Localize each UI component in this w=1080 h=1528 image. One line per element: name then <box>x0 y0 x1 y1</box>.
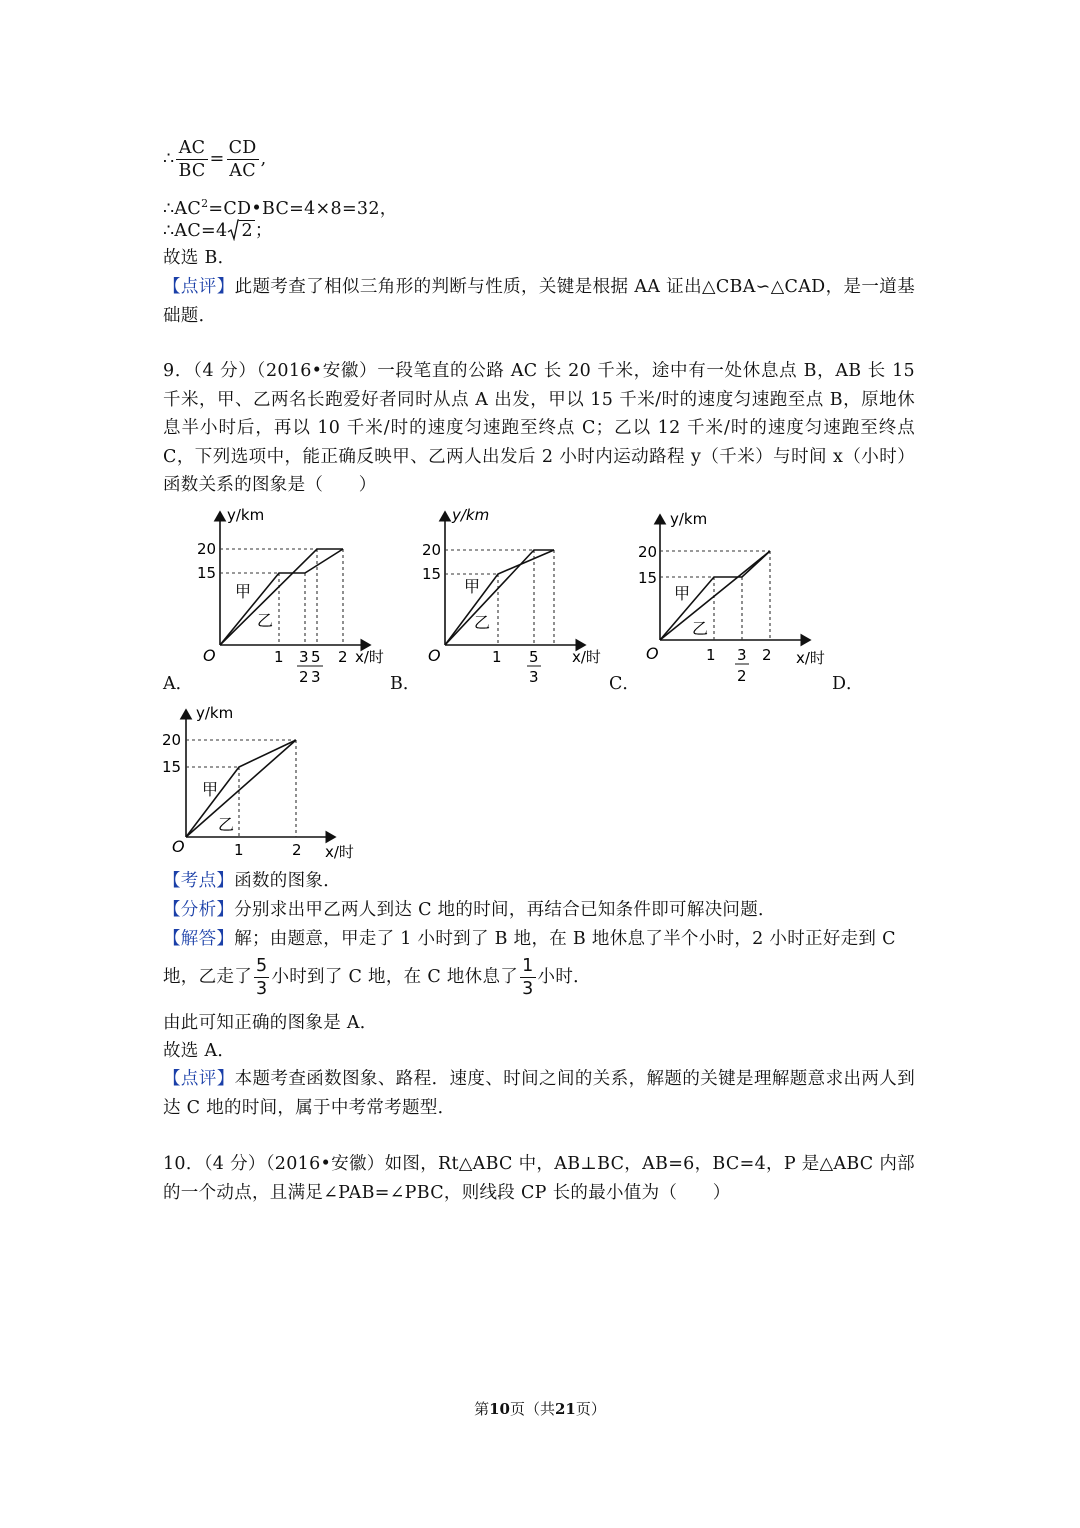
option-d-label[interactable]: D． <box>832 674 864 694</box>
origin-label: O <box>172 837 185 856</box>
x-axis-label: x/时 <box>325 843 354 861</box>
x-axis-label: x/时 <box>355 648 384 666</box>
tick-5-3-num: 5 <box>311 648 321 666</box>
tick-20: 20 <box>197 540 217 558</box>
fraction-1-3: $\frac{1}{3}$ <box>522 956 534 999</box>
graph-option-a <box>195 500 395 695</box>
origin-label: O <box>428 646 441 665</box>
tick-3-2-num: 3 <box>737 646 747 664</box>
page-footer: 第10页（共21页） <box>474 1400 606 1418</box>
label-yi: 乙 <box>692 619 709 638</box>
question-9: 9．（4 分）（2016•安徽）一段笔直的公路 AC 长 20 千米，途中有一处休息点 B，AB 长 15 千米，甲、乙两名长跑爱好者同时从点 A 出发，甲以 15 千米/时的速度匀速跑至点 B，原地休息半小时后，再以 10 千米/时的速度匀速跑至终点 C；乙以 12 千米/时的速度匀速跑至终点 C，下列选项中，能正确反映甲、乙两人出发后 2 小时内运动路程 y（千米）与时间 x（小时）函数关系的图象是（ ） <box>163 361 915 496</box>
tick-1: 1 <box>234 841 244 859</box>
question-10: 10．（4 分）（2016•安徽）如图，Rt△ABC 中，AB⊥BC，AB=6，BC=4，P 是△ABC 内部的一个动点，且满足∠PAB=∠PBC，则线段 CP 长的最小值为（ ） <box>163 1154 915 1203</box>
therefore-symbol: ∴ <box>163 149 175 169</box>
label-jia: 甲 <box>674 584 691 603</box>
tick-2: 2 <box>762 646 772 664</box>
tick-15: 15 <box>162 758 182 776</box>
graph-option-d <box>160 700 370 865</box>
proof-choice: 故选 B． <box>163 248 236 268</box>
tick-1: 1 <box>274 648 284 666</box>
choice-line: 故选 A． <box>163 1041 236 1061</box>
kaodian-line: 【考点】函数的图象． <box>163 871 342 891</box>
tick-20: 20 <box>638 543 658 561</box>
label-jia: 甲 <box>202 780 219 799</box>
label-yi: 乙 <box>218 815 235 834</box>
kaodian-tag: 【考点】 <box>163 871 235 891</box>
fenxi-line: 【分析】分别求出甲乙两人到达 C 地的时间，再结合已知条件即可解决问题． <box>163 900 776 920</box>
tick-1: 1 <box>492 648 502 666</box>
x-axis-label: x/时 <box>572 648 601 666</box>
conclusion-line: 由此可知正确的图象是 A． <box>163 1013 378 1033</box>
tick-5-3-den: 3 <box>529 668 539 686</box>
tick-2: 2 <box>292 841 302 859</box>
tick-2: 2 <box>338 648 348 666</box>
label-jia: 甲 <box>235 582 252 601</box>
proof-ac-squared-line: $\therefore AC^2=CD•BC=4\times 8=32$， <box>163 197 398 219</box>
jieda-tag: 【解答】 <box>163 929 235 949</box>
line-jia <box>445 550 554 645</box>
tick-3-2-num: 3 <box>299 648 309 666</box>
tick-15: 15 <box>197 564 217 582</box>
y-axis-label: y/km <box>670 510 708 528</box>
fenxi-tag: 【分析】 <box>163 900 235 920</box>
line-yi <box>445 550 554 645</box>
x-axis-label: x/时 <box>796 649 825 667</box>
tick-3-2-den: 2 <box>737 667 747 685</box>
review-q9: 【点评】本题考查函数图象、路程．速度、时间之间的关系，解题的关键是理解题意求出两人到达 C 地的时间，属于中考常考题型． <box>163 1069 915 1118</box>
fraction-5-3: $\frac{5}{3}$ <box>256 956 268 999</box>
jieda-line-1: 【解答】解；由题意，甲走了 1 小时到了 B 地，在 B 地休息了半个小时，2 小时正好走到 C <box>163 929 896 949</box>
label-jia: 甲 <box>464 577 481 596</box>
origin-label: O <box>646 644 659 663</box>
proof-ac-value-line: ∴AC=4 2 ； <box>163 221 273 241</box>
label-yi: 乙 <box>257 611 274 630</box>
tick-1: 1 <box>706 646 716 664</box>
total-pages: 21 <box>555 1400 576 1418</box>
sqrt-symbol: 2 <box>227 219 254 243</box>
y-axis-label: y/km <box>452 506 490 524</box>
review-tag: 【点评】 <box>163 277 235 297</box>
y-axis-label: y/km <box>196 704 234 722</box>
tick-15: 15 <box>422 565 442 583</box>
y-axis-label: y/km <box>227 506 265 524</box>
tick-5-3-num: 5 <box>529 648 539 666</box>
review-q8: 【点评】此题考查了相似三角形的判断与性质，关键是根据 AA 证出△CBA∽△CAD，是一道基础题． <box>163 277 916 326</box>
graph-option-c <box>638 505 848 695</box>
page-number: 10 <box>489 1400 510 1418</box>
review-tag: 【点评】 <box>163 1069 235 1089</box>
tick-3-2-den: 2 <box>299 668 309 686</box>
origin-label: O <box>203 646 216 665</box>
radical-icon <box>227 219 239 241</box>
option-b-label[interactable]: B． <box>390 674 421 694</box>
option-a-label[interactable]: A． <box>163 674 194 694</box>
tick-5-3-den: 3 <box>311 668 321 686</box>
fraction-cd-ac: $\frac{CD}{AC}$ <box>228 138 257 181</box>
jieda-line-2: 地，乙走了 $\frac{5}{3}$ 小时到了 C 地，在 C 地休息了 $\frac{1}{3}$ 小时． <box>163 956 591 999</box>
fraction-ac-bc: $\frac{AC}{BC}$ <box>178 138 206 181</box>
option-c-label[interactable]: C． <box>609 674 640 694</box>
tick-20: 20 <box>162 731 182 749</box>
proof-ratio-line: ∴ $\frac{AC}{BC}$ = $\frac{CD}{AC}$ , <box>163 138 267 181</box>
label-yi: 乙 <box>474 613 491 632</box>
tick-20: 20 <box>422 541 442 559</box>
graph-option-b <box>420 500 620 695</box>
tick-15: 15 <box>638 569 658 587</box>
